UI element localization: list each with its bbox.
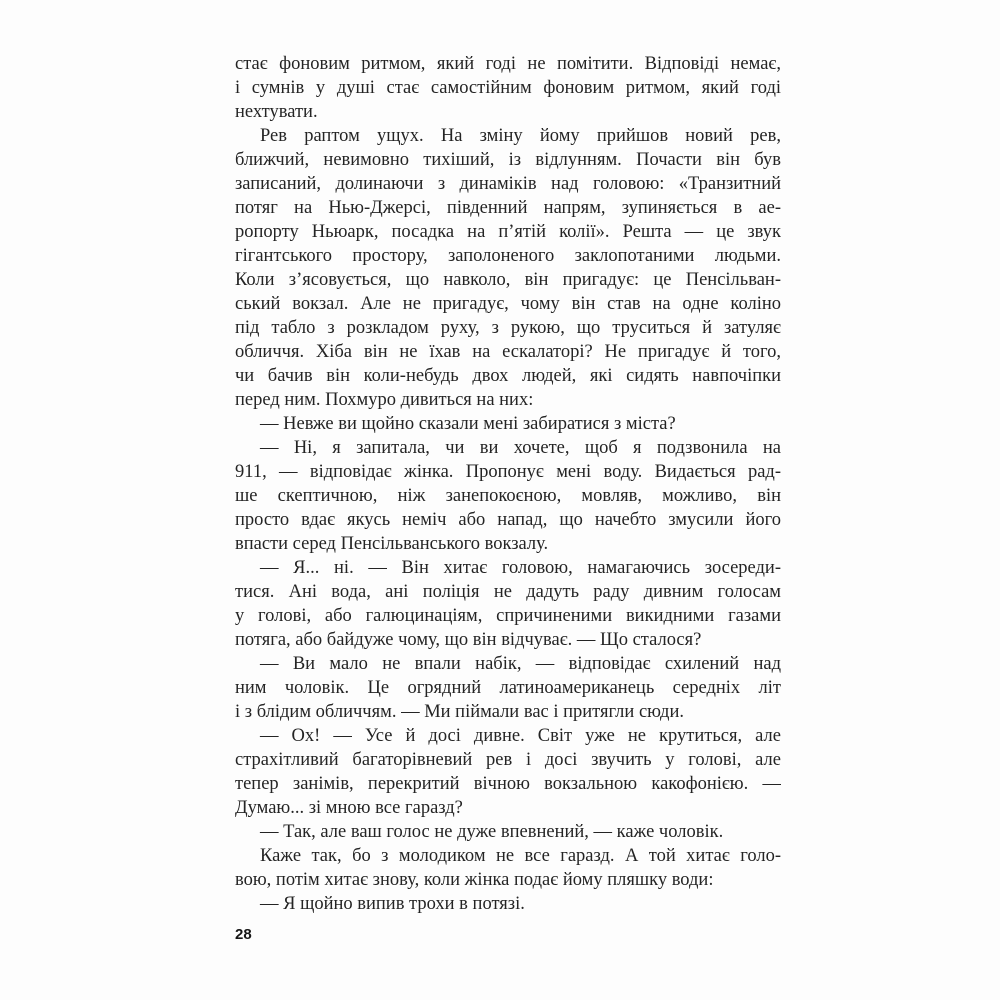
text-line: записаний, долинаючи з динаміків над головою: «Транзитний xyxy=(235,174,781,194)
text-line: гігантського простору, заполоненого заклопотаними людьми. xyxy=(235,246,781,266)
text-line: потяга, або байдуже чому, що він відчуває. — Що сталося? xyxy=(235,630,702,650)
text-line: і з блідим обличчям. — Ми піймали вас і притягли сюди. xyxy=(235,702,684,722)
text-line: — Невже ви щойно сказали мені забиратися з міста? xyxy=(260,414,676,434)
text-line: Каже так, бо з молодиком не все гаразд. А той хитає голо- xyxy=(260,846,781,866)
text-line: перед ним. Похмуро дивиться на них: xyxy=(235,390,534,410)
body-text xyxy=(235,52,781,916)
text-line: — Ви мало не впали набік, — відповідає схилений над xyxy=(260,654,781,674)
text-line: — Ох! — Усе й досі дивне. Світ уже не крутиться, але xyxy=(260,726,781,746)
text-line: обличчя. Хіба він не їхав на ескалаторі? Не пригадує й того, xyxy=(235,342,781,362)
text-line: — Так, але ваш голос не дуже впевнений, — каже чоловік. xyxy=(260,822,724,842)
text-line: стає фоновим ритмом, який годі не помітити. Відповіді немає, xyxy=(235,54,781,74)
text-line: і сумнів у душі стає самостійним фоновим ритмом, який годі xyxy=(235,78,781,98)
text-line: ним чоловік. Це огрядний латиноамериканець середніх літ xyxy=(235,678,781,698)
text-line: тепер занімів, перекритий вічною вокзальною какофонією. — xyxy=(235,774,781,794)
text-line: Думаю... зі мною все гаразд? xyxy=(235,798,463,818)
text-line: тися. Ані вода, ані поліція не дадуть раду дивним голосам xyxy=(235,582,781,602)
text-line: нехтувати. xyxy=(235,102,318,122)
text-line: потяг на Нью-Джерсі, південний напрям, зупиняється в ае- xyxy=(235,198,781,218)
text-line: впасти серед Пенсільванського вокзалу. xyxy=(235,534,549,554)
text-line: — Ні, я запитала, чи ви хочете, щоб я подзвонила на xyxy=(260,438,781,458)
text-line: чи бачив він коли-небудь двох людей, які сидять навпочіпки xyxy=(235,366,781,386)
text-line: Коли з’ясовується, що навколо, він пригадує: це Пенсільван- xyxy=(235,270,781,290)
text-line: ше скептичною, ніж занепокоєною, мовляв, можливо, він xyxy=(235,486,781,506)
text-line: страхітливий багаторівневий рев і досі звучить у голові, але xyxy=(235,750,781,770)
text-line: ропорту Ньюарк, посадка на п’ятій колії». Решта — це звук xyxy=(235,222,781,242)
text-line: 911, — відповідає жінка. Пропонує мені воду. Видається рад- xyxy=(235,462,781,482)
text-line: вою, потім хитає знову, коли жінка подає йому пляшку води: xyxy=(235,870,714,890)
text-line: ближчий, невимовно тихіший, із відлунням. Почасти він був xyxy=(235,150,781,170)
page-number: 28 xyxy=(235,926,252,943)
text-line: у голові, або галюцинаціям, спричиненими викидними газами xyxy=(235,606,781,626)
text-line: ський вокзал. Але не пригадує, чому він став на одне коліно xyxy=(235,294,781,314)
text-line: Рев раптом ущух. На зміну йому прийшов новий рев, xyxy=(260,126,781,146)
text-line: просто вдає якусь неміч або напад, що начебто змусили його xyxy=(235,510,781,530)
text-line: — Я щойно випив трохи в потязі. xyxy=(260,894,525,914)
text-line: — Я... ні. — Він хитає головою, намагаючись зосереди- xyxy=(260,558,781,578)
text-line: під табло з розкладом руху, з рукою, що труситься й затуляє xyxy=(235,318,781,338)
